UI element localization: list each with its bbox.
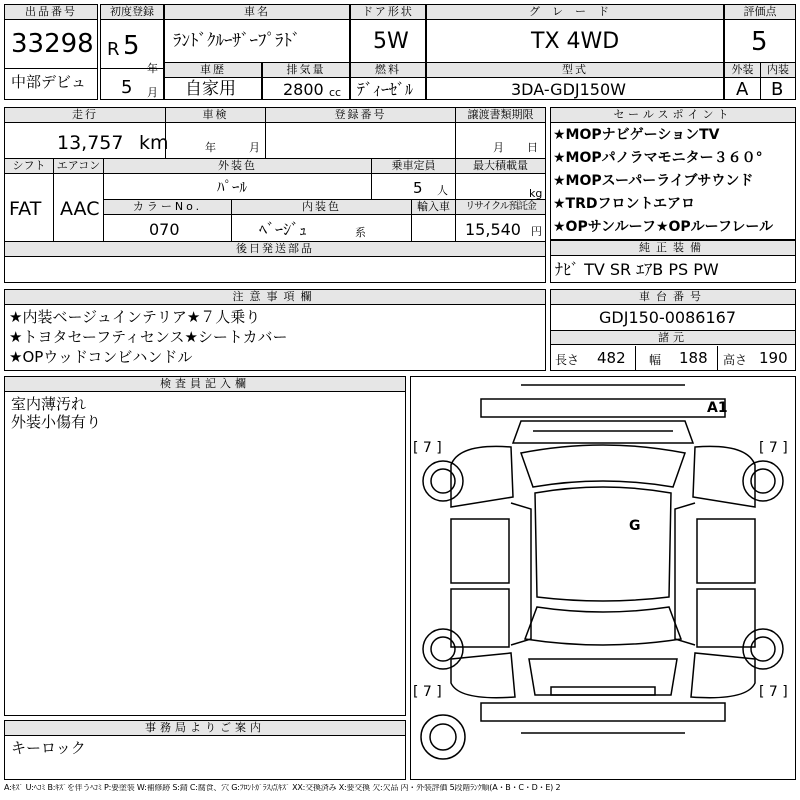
chassis-box: 車台番号 GDJ150-0086167 諸元 長さ 482 幅 188 高さ 190 <box>550 289 796 371</box>
sales-point-item: ★MOPナビゲーションTV <box>553 127 720 143</box>
width: 188 <box>679 349 708 367</box>
fuel-label: 燃料 <box>351 63 425 78</box>
note-line: ★内装ベージュインテリア★７人乗り <box>9 308 261 326</box>
sales-points-label: セールスポイント <box>551 108 795 123</box>
grade-box <box>426 4 724 63</box>
listing-number-box <box>4 4 98 100</box>
recycle-fee: 15,540 <box>465 220 521 239</box>
listing-number: 33298 <box>11 29 94 59</box>
note-line: ★OPウッドコンビハンドル <box>9 348 193 366</box>
office-note: キーロック <box>11 739 86 757</box>
inspector-line: 室内薄汚れ <box>11 395 87 413</box>
model-box <box>426 62 724 100</box>
ext-int-grade-box <box>724 62 796 100</box>
exterior-grade: A <box>736 79 749 100</box>
model-label: 型式 <box>427 63 723 78</box>
notes-label: 注意事項欄 <box>5 290 545 305</box>
interior-grade: B <box>771 79 784 100</box>
door-box <box>350 4 426 63</box>
fuel: ﾃﾞｨｰｾﾞﾙ <box>357 80 414 99</box>
exterior-label: 外装 <box>725 63 760 78</box>
sales-point-item: ★TRDフロントエアロ <box>553 196 695 212</box>
legend: A:ｷｽﾞ U:ﾍｺﾐ B:ｷｽﾞを伴うﾍｺﾐ P:要塗装 W:補修跡 S:錆 C:腐食、穴 G:ﾌﾛﾝﾄｶﾞﾗｽ点ｷｽﾞ XX:交換済み X:要交換 欠:欠品 内・外装評価 5段階ﾗﾝｸ順(A・B・C・D・E) 2 <box>4 784 561 792</box>
score-box <box>724 4 796 63</box>
vehicle-diagram <box>410 376 796 780</box>
capacity: 5 <box>413 179 423 197</box>
office-box <box>4 720 406 780</box>
interior-color: ﾍﾞｰｼﾞｭ <box>259 220 308 239</box>
equipment-label: 純正装備 <box>551 241 795 256</box>
exterior-color: ﾊﾟｰﾙ <box>217 178 248 196</box>
sales-point-item: ★MOPパノラマモニター３６０° <box>553 150 763 166</box>
model: 3DA-GDJ150W <box>511 80 626 99</box>
office-label: 事務局よりご案内 <box>5 721 405 736</box>
car-name-box <box>164 4 350 63</box>
inspector-box <box>4 376 406 716</box>
damage-mark-g: G <box>629 518 641 534</box>
sales-point-item: ★MOPスーパーライブサウンド <box>553 173 754 189</box>
grade-label: グレード <box>427 5 723 20</box>
sales-points-box <box>550 107 796 240</box>
car-name-label: 車名 <box>165 5 349 20</box>
height: 190 <box>759 349 788 367</box>
shift: FAT <box>9 198 42 220</box>
notes-box <box>4 289 546 371</box>
tire-mark-front-left: [ 7 ] <box>413 440 442 456</box>
listing-number-label: 出品番号 <box>5 5 97 20</box>
registration-year: 5 <box>123 31 140 61</box>
length: 482 <box>597 349 626 367</box>
equipment-box <box>550 240 796 283</box>
color-number: 070 <box>149 220 180 239</box>
displacement-label: 排気量 <box>263 63 349 78</box>
interior-label: 内装 <box>760 63 795 78</box>
era: R <box>107 39 120 60</box>
score-label: 評価点 <box>725 5 795 20</box>
door-type: 5W <box>373 29 409 54</box>
displacement-box: 排気量 2800 cc <box>262 62 350 100</box>
inspector-line: 外装小傷有り <box>11 413 102 431</box>
note-line: ★トヨタセーフティセンス★シートカバー <box>9 328 288 346</box>
history-label: 車歴 <box>165 63 261 78</box>
debut-label: 中部デビュ <box>11 73 87 91</box>
sales-point-item: ★OPサンルーフ★OPルーフレール <box>553 219 774 235</box>
fuel-box <box>350 62 426 100</box>
car-name: ﾗﾝﾄﾞｸﾙｰｻﾞｰﾌﾟﾗﾄﾞ <box>173 31 301 51</box>
history: 自家用 <box>185 79 236 99</box>
equipment: ﾅﾋﾞ TV SR ｴｱB PS PW <box>555 260 719 279</box>
tire-mark-front-right: [ 7 ] <box>759 440 788 456</box>
chassis-label: 車台番号 <box>551 290 795 305</box>
history-box <box>164 62 262 100</box>
score: 5 <box>751 27 768 57</box>
first-registration-box: 初度登録 R 5 年 5 月 <box>100 4 164 100</box>
damage-mark-a1: A1 <box>707 400 728 416</box>
mileage: 13,757 <box>57 132 124 154</box>
car-outline-diagram <box>411 377 795 779</box>
chassis-number: GDJ150-0086167 <box>599 308 737 327</box>
dims-label: 諸元 <box>551 330 795 345</box>
grade: TX 4WD <box>531 29 620 54</box>
vehicle-details-box: 走行 車検 登録番号 譲渡書類期限 13,757 km 年 月 月 日 シフト エアコン 外装色 乗車定員 最大積載量 FAT AAC ﾊﾟｰﾙ 5 人 kg カラーNo. 内装色 輸入車 リサイクル預託金 070 ﾍﾞｰｼﾞｭ 系 15,540 円 後日発送部品 <box>4 107 546 283</box>
tire-mark-rear-left: [ 7 ] <box>413 684 442 700</box>
registration-month: 5 <box>121 77 133 98</box>
door-label: ドア形状 <box>351 5 425 20</box>
first-registration-label: 初度登録 <box>101 5 163 20</box>
displacement: 2800 <box>283 80 324 99</box>
tire-mark-rear-right: [ 7 ] <box>759 684 788 700</box>
inspector-label: 検査員記入欄 <box>5 377 405 392</box>
aircon: AAC <box>60 198 100 220</box>
